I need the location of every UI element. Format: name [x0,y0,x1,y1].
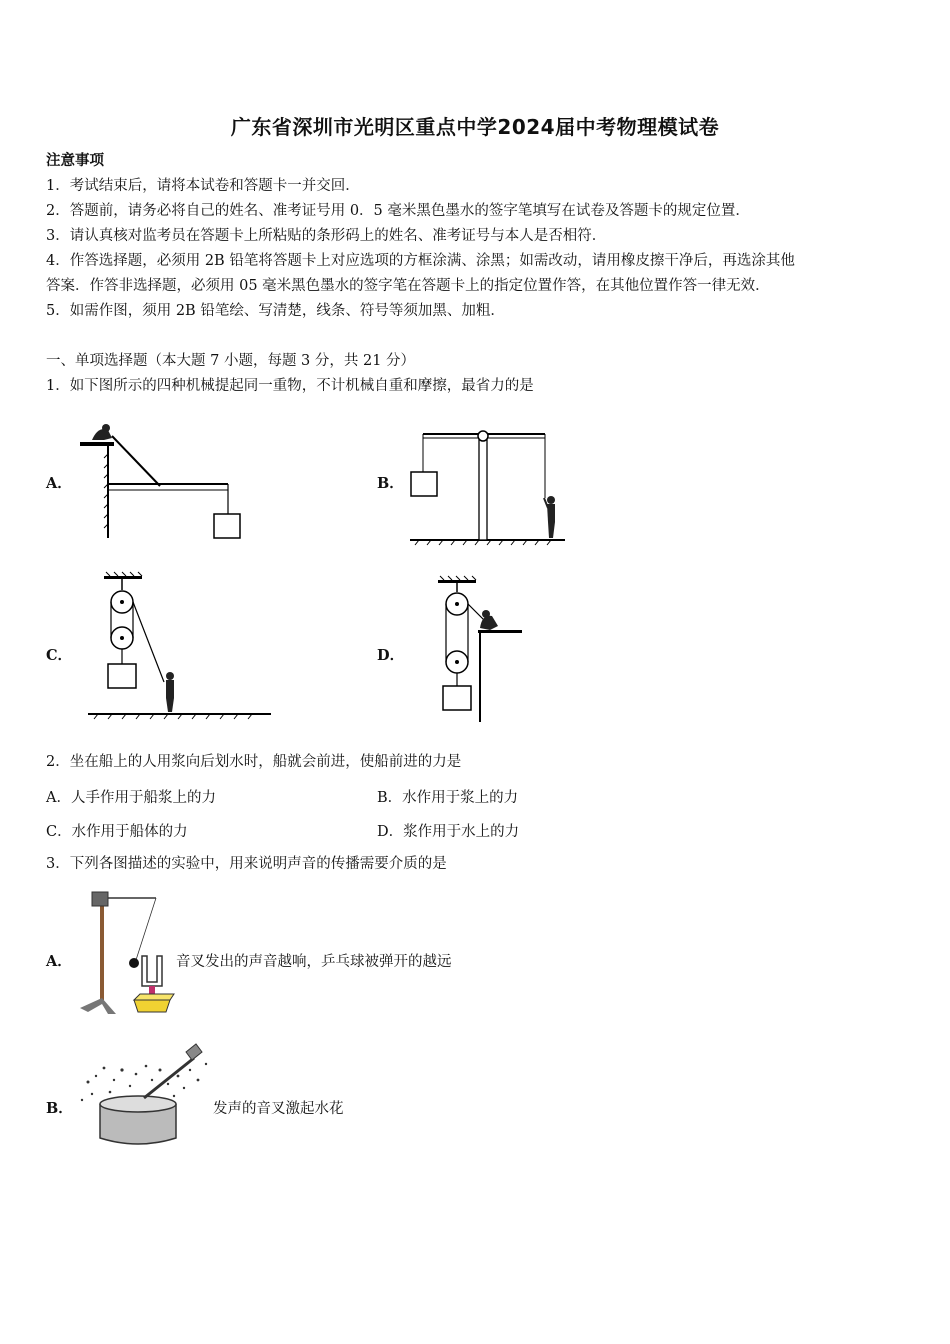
section-heading: 一、单项选择题（本大题 7 小题，每题 3 分，共 21 分） [46,353,416,369]
question-2-stem: 2．坐在船上的人用浆向后划水时，船就会前进，使船前进的力是 [46,754,462,770]
q1-option-b-label: B． [377,475,404,492]
q1-option-a-label: A． [46,475,72,492]
notice-heading: 注意事项 [46,152,104,169]
q3-option-a-caption: 音叉发出的声音越响，乒乓球被弹开的越远 [176,954,452,970]
q3-option-a-label: A． [46,953,72,970]
notice-item: 2．答题前，请务必将自己的姓名、准考证号用 0．5 毫米黑色墨水的签字笔填写在试卷及答题卡的规定位置． [46,203,750,219]
q1-figure-a [78,418,258,543]
q3-option-b-caption: 发声的音叉激起水花 [213,1101,344,1117]
q3-figure-a-tuning-fork-ball [74,886,174,1021]
q2-option-a[interactable]: A．人手作用于船浆上的力 [46,790,216,806]
notice-item: 4．作答选择题，必须用 2B 铅笔将答题卡上对应选项的方框涂满、涂黑；如需改动，请用橡皮擦干净后，再选涂其他 [46,253,795,269]
q1-option-c-label: C． [46,647,73,664]
q2-option-d[interactable]: D．浆作用于水上的力 [377,824,520,840]
notice-item: 答案．作答非选择题，必须用 05 毫米黑色墨水的签字笔在答题卡上的指定位置作答，在其他位置作答一律无效． [46,278,770,294]
q2-option-c[interactable]: C．水作用于船体的力 [46,824,188,840]
q3-option-b-label: B． [46,1100,73,1117]
notice-item: 5．如需作图，须用 2B 铅笔绘、写清楚，线条、符号等须加黑、加粗． [46,303,505,319]
q1-figure-b [405,418,570,548]
notice-item: 1．考试结束后，请将本试卷和答题卡一并交回． [46,178,360,194]
question-1-stem: 1．如下图所示的四种机械提起同一重物，不计机械自重和摩擦，最省力的是 [46,378,534,394]
notice-item: 3．请认真核对监考员在答题卡上所粘贴的条形码上的姓名、准考证号与本人是否相符． [46,228,607,244]
q1-figure-c [86,572,276,722]
q2-option-b[interactable]: B．水作用于浆上的力 [377,790,519,806]
q1-option-d-label: D． [377,647,405,664]
page-title: 广东省深圳市光明区重点中学2024届中考物理模试卷 [230,115,720,139]
q3-figure-b-water-splash [74,1040,214,1150]
question-3-stem: 3．下列各图描述的实验中，用来说明声音的传播需要介质的是 [46,856,447,872]
q1-figure-d [432,576,527,726]
